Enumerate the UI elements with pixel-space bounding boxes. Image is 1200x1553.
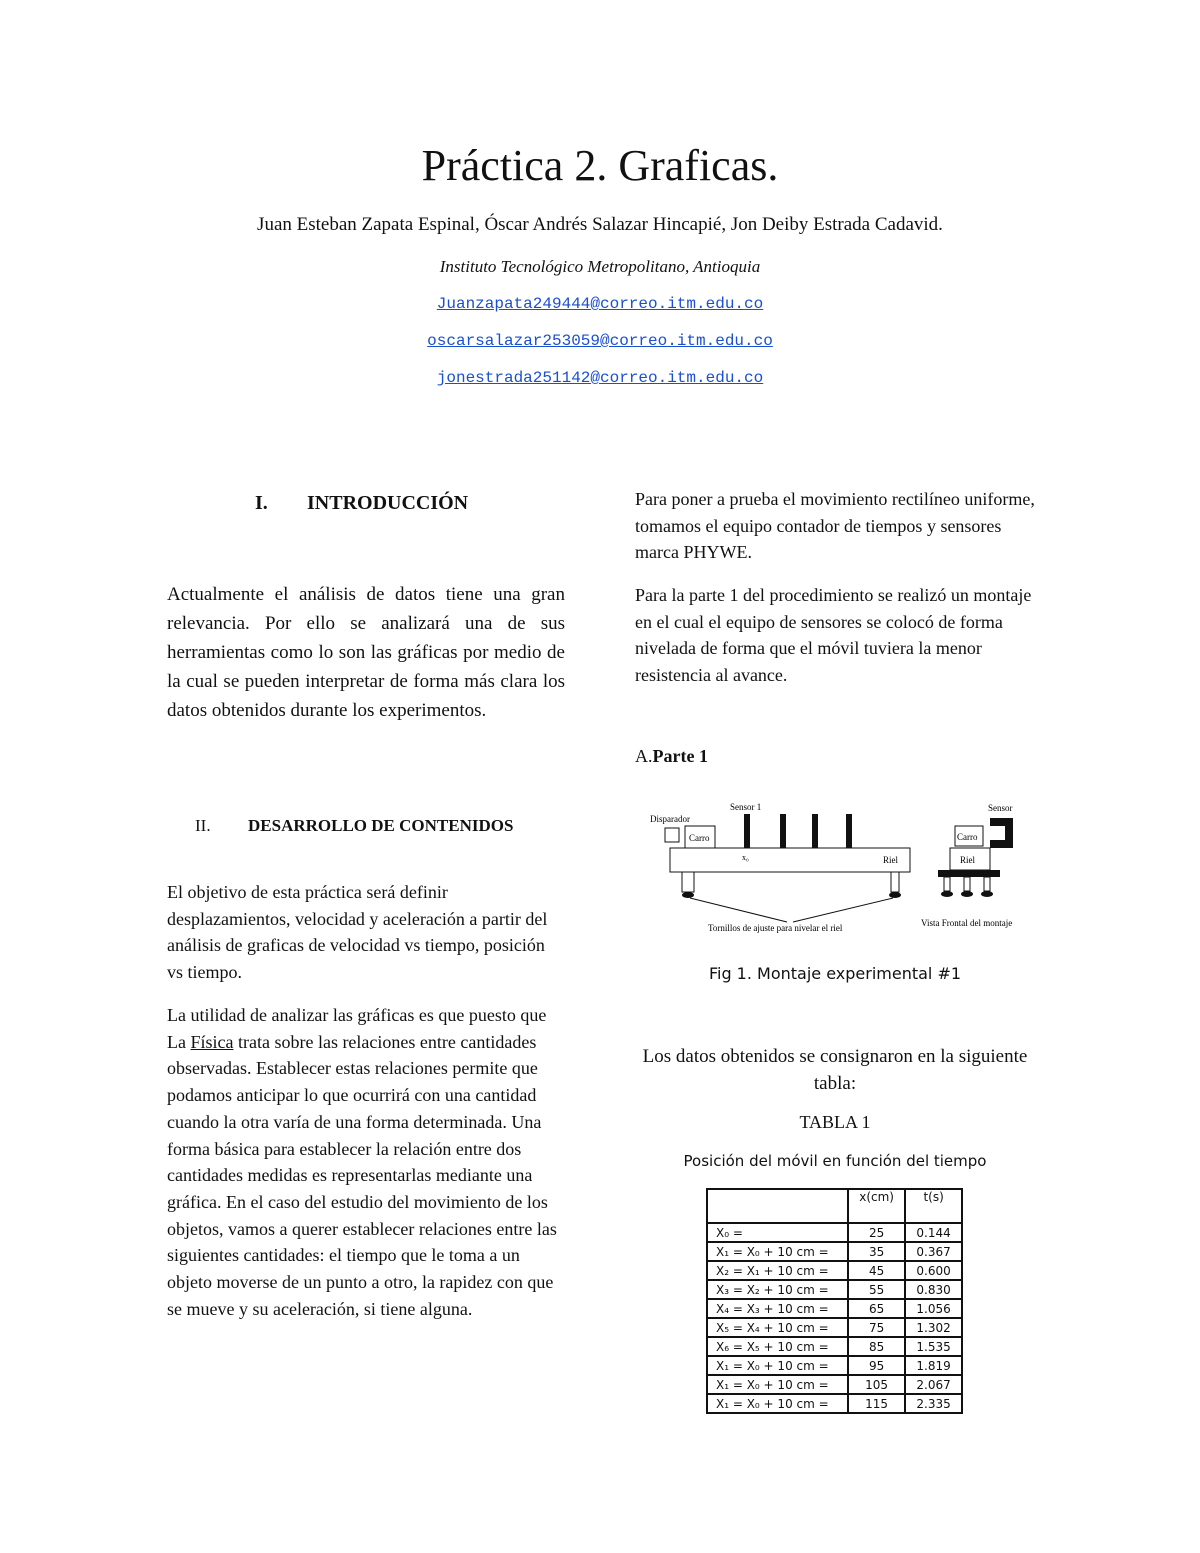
label-carro: Carro [689,833,710,843]
label-disparador: Disparador [650,814,690,824]
data-table [706,1188,963,1414]
sensor-bar [846,814,852,848]
email-link[interactable]: jonestrada251142@correo.itm.edu.co [436,369,764,387]
header-cell [707,1189,848,1223]
header-cell: t(s) [905,1189,962,1223]
table-row [707,1394,962,1413]
subsection-letter: A. [635,746,653,766]
table-cell: X₁ = X₀ + 10 cm = [707,1394,848,1413]
sensor-bar [744,814,750,848]
table-title: Posición del móvil en función del tiempo [683,1152,987,1170]
screw [682,872,694,892]
institution: Instituto Tecnológico Metropolitano, Antioquia [439,257,761,276]
text: trata sobre las relaciones entre cantidades observadas. Establecer estas relaciones permite que podamos anticipar lo que ocurrirá con una cantidad cuando la otra varía de una forma determinada. Una forma básica para establecer la relación entre dos cantidades medidas es representarlas mediante una gráfica. En el caso del estudio del movimiento de los objetos, vamos a querer establecer relaciones entre las siguientes cantidades: el tiempo que le toma a un objeto moverse de un punto a otro, la rapidez con que se mueve y su aceleración, si tiene alguna. [167,1031,557,1319]
table-row [707,1318,962,1337]
figure-caption: Fig 1. Montaje experimental #1 [708,964,962,983]
label-riel-front: Riel [960,855,975,865]
table-cell: 95 [848,1356,905,1375]
table-row [707,1356,962,1375]
subsection-title: Parte 1 [652,746,708,766]
sensor-bar [812,814,818,848]
rail [670,848,910,872]
label-carro-front: Carro [957,832,978,842]
table-cell: 1.056 [905,1299,962,1318]
table-header-row [707,1189,962,1223]
table-cell: X₅ = X₄ + 10 cm = [707,1318,848,1337]
page-title: Práctica 2. Graficas. [421,141,779,190]
fisica-link[interactable]: Física [190,1031,234,1052]
table-label: TABLA 1 [799,1112,871,1132]
table-cell: 0.367 [905,1242,962,1261]
table-cell: 1.535 [905,1337,962,1356]
table-cell: X₁ = X₀ + 10 cm = [707,1375,848,1394]
table-cell: X₀ = [707,1223,848,1242]
table-cell: 1.302 [905,1318,962,1337]
section-number: I. [255,492,268,514]
trigger [665,828,679,842]
utility-paragraph [167,1002,565,1322]
text: La utilidad de analizar las gráficas es que puesto que La [167,1005,547,1052]
table-row [707,1280,962,1299]
label-riel: Riel [883,855,898,865]
table-row [707,1223,962,1242]
screw [891,872,899,892]
table-cell: 65 [848,1299,905,1318]
section-heading: INTRODUCCIÓN [307,492,469,514]
section-heading: DESARROLLO DE CONTENIDOS [248,816,514,835]
sensor-bar [780,814,786,848]
table-cell: 2.335 [905,1394,962,1413]
experimental-setup-figure [645,798,1035,938]
table-cell: 0.144 [905,1223,962,1242]
intro-paragraph: Actualmente el análisis de datos tiene una gran relevancia. Por ello se analizará una de sus herramientas como lo son las gráficas por medio de la cual se pueden interpretar de forma más clara los datos obtenidos durante los experimentos. [167,584,565,721]
objective-paragraph: El objetivo de esta práctica será definir desplazamientos, velocidad y aceleración a partir del análisis de graficas de velocidad vs tiempo, posición vs tiempo. [167,882,548,983]
table-row [707,1337,962,1356]
table-cell: X₄ = X₃ + 10 cm = [707,1299,848,1318]
table-intro: Los datos obtenidos se consignaron en la siguiente tabla: [642,1046,1028,1094]
table-cell: X₃ = X₂ + 10 cm = [707,1280,848,1299]
table-cell: X₁ = X₀ + 10 cm = [707,1356,848,1375]
email-link[interactable]: oscarsalazar253059@correo.itm.edu.co [427,332,773,350]
label-tornillos: Tornillos de ajuste para nivelar el riel [708,923,843,933]
label-x0: x₀ [742,853,749,862]
table-cell: 85 [848,1337,905,1356]
table-row [707,1242,962,1261]
table-row [707,1375,962,1394]
header-cell: x(cm) [848,1189,905,1223]
label-vista: Vista Frontal del montaje [921,918,1013,928]
table-cell: 0.600 [905,1261,962,1280]
email-link[interactable]: Juanzapata249444@correo.itm.edu.co [436,295,764,313]
subsection-heading [635,746,708,767]
table-cell: 25 [848,1223,905,1242]
section-number: II. [195,816,211,835]
table-cell: 2.067 [905,1375,962,1394]
authors: Juan Esteban Zapata Espinal, Óscar Andrés Salazar Hincapié, Jon Deiby Estrada Cadavid. [257,214,943,235]
table-cell: 55 [848,1280,905,1299]
table-cell: X₁ = X₀ + 10 cm = [707,1242,848,1261]
table-cell: 105 [848,1375,905,1394]
label-sensor: Sensor [988,803,1013,813]
table-cell: 75 [848,1318,905,1337]
table-cell: X₆ = X₅ + 10 cm = [707,1337,848,1356]
table-cell: 35 [848,1242,905,1261]
table-cell: 1.819 [905,1356,962,1375]
table-cell: 0.830 [905,1280,962,1299]
label-sensor1: Sensor 1 [730,802,762,812]
table-row [707,1261,962,1280]
right-paragraph-2: Para la parte 1 del procedimiento se realizó un montaje en el cual el equipo de sensores se colocó de forma nivelada de forma que el móvil tuviera la menor resistencia al avance. [635,585,1032,686]
right-paragraph-1: Para poner a prueba el movimiento rectilíneo uniforme, tomamos el equipo contador de tiempos y sensores marca PHYWE. [635,489,1035,563]
table-row [707,1299,962,1318]
table-cell: 115 [848,1394,905,1413]
table-cell: 45 [848,1261,905,1280]
table-cell: X₂ = X₁ + 10 cm = [707,1261,848,1280]
